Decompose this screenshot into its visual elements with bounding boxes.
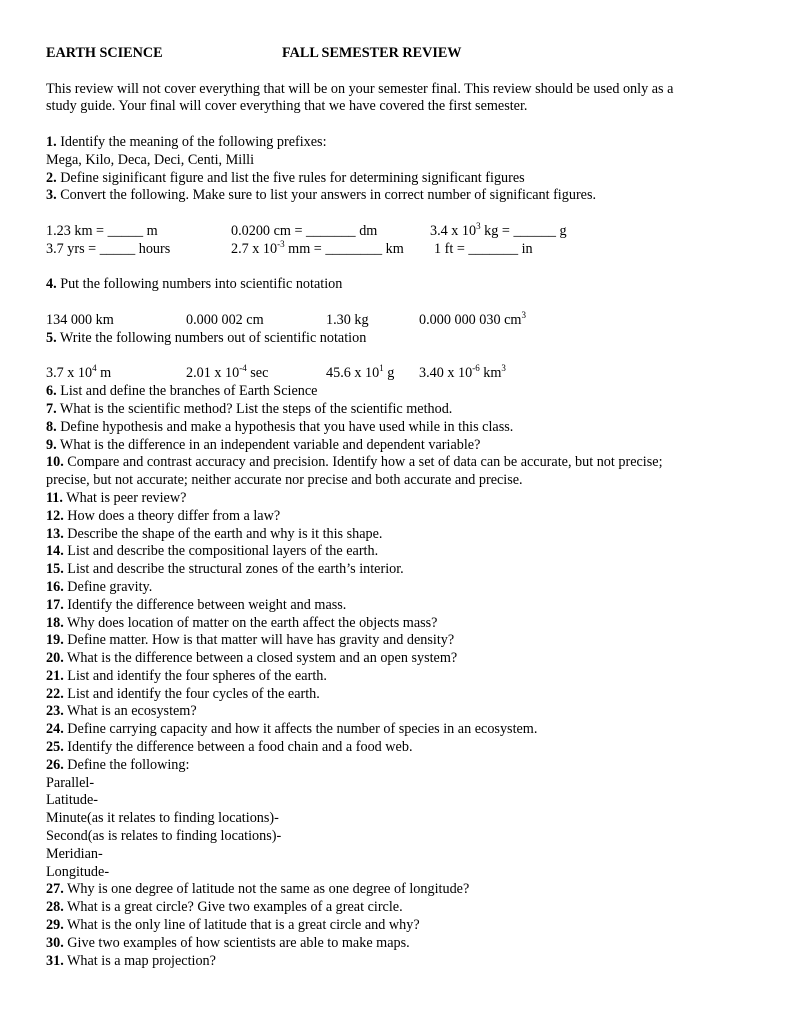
- question-number: 9.: [46, 436, 57, 453]
- question-item: [46, 739, 751, 757]
- question-text: Define matter. How is that matter will have has gravity and density?: [63, 632, 455, 649]
- question-number: 29.: [46, 917, 64, 934]
- question-number: 8.: [46, 418, 57, 435]
- number-item: [419, 309, 526, 330]
- question-item: [46, 792, 751, 810]
- question-item: [46, 472, 751, 490]
- question-number: 24.: [46, 721, 64, 738]
- prefix-list: Mega, Kilo, Deca, Deci, Centi, Milli: [46, 151, 255, 168]
- question-item: [46, 935, 751, 953]
- question-item: [46, 757, 751, 775]
- question-text: Put the following numbers into scientific notation: [56, 276, 343, 293]
- question-text: List and identify the four spheres of the earth.: [63, 667, 327, 684]
- exponent: 4: [92, 363, 97, 374]
- question-text: Convert the following. Make sure to list your answers in correct number of significant figures.: [56, 187, 597, 204]
- question-item: [46, 899, 751, 917]
- number-item: [186, 365, 268, 383]
- question-text: Write the following numbers out of scientific notation: [56, 329, 367, 346]
- question-number: 7.: [46, 400, 57, 417]
- conversion-item: [231, 238, 404, 259]
- number-item: [46, 365, 111, 383]
- conversion-item: 1 ft = _______ in: [434, 240, 533, 257]
- question-text: What is peer review?: [62, 489, 187, 506]
- expanded-notation-row: [46, 365, 751, 383]
- number-item: 1.30 kg: [326, 311, 369, 328]
- question-2: [46, 170, 751, 188]
- exponent: -4: [239, 363, 247, 374]
- question-number: 5.: [46, 329, 57, 346]
- question-text: What is the scientific method? List the steps of the scientific method.: [56, 400, 453, 417]
- question-item: [46, 490, 751, 508]
- question-text: Latitude-: [46, 792, 98, 809]
- question-text: What is a map projection?: [63, 952, 216, 969]
- question-item: [46, 686, 751, 704]
- question-text: List and describe the compositional layers of the earth.: [63, 543, 379, 560]
- question-text: How does a theory differ from a law?: [63, 507, 281, 524]
- question-item: [46, 597, 751, 615]
- question-text: Describe the shape of the earth and why is it this shape.: [63, 525, 383, 542]
- question-text: List and identify the four cycles of the earth.: [63, 685, 320, 702]
- conversion-value: 3.4 x 10: [430, 222, 477, 239]
- course-title: EARTH SCIENCE: [46, 45, 163, 61]
- unit: g: [383, 365, 395, 382]
- question-item: [46, 828, 751, 846]
- question-3: [46, 187, 751, 205]
- exponent: 3: [476, 220, 481, 231]
- question-text: Minute(as it relates to finding locations)-: [46, 810, 279, 827]
- conversion-item: 3.7 yrs = _____ hours: [46, 240, 171, 257]
- question-number: 30.: [46, 934, 64, 951]
- question-item: [46, 810, 751, 828]
- conversion-item: 0.0200 cm = _______ dm: [231, 222, 378, 239]
- question-item: [46, 579, 751, 597]
- question-item: [46, 437, 751, 455]
- question-item: [46, 703, 751, 721]
- number-item: 0.000 002 cm: [186, 311, 264, 328]
- question-item: [46, 615, 751, 633]
- question-1: [46, 134, 751, 152]
- conversion-item: [430, 220, 567, 241]
- unit: m: [96, 365, 112, 382]
- question-item: [46, 881, 751, 899]
- question-number: 11.: [46, 489, 63, 506]
- question-text: Define carrying capacity and how it affects the number of species in an ecosystem.: [63, 721, 538, 738]
- question-4: [46, 276, 751, 294]
- conversion-row-1: [46, 220, 751, 241]
- exponent: 1: [379, 363, 384, 374]
- question-item: [46, 454, 751, 472]
- question-text: Compare and contrast accuracy and precision. Identify how a set of data can be accurate, but not precise;: [63, 454, 663, 471]
- question-text: What is an ecosystem?: [63, 703, 197, 720]
- question-number: 31.: [46, 952, 64, 969]
- conversion-blank: kg = ______ g: [480, 222, 567, 239]
- question-text: What is the difference between a closed system and an open system?: [63, 650, 458, 667]
- scientific-notation-row: [46, 309, 751, 330]
- question-number: 17.: [46, 596, 64, 613]
- question-text: Identify the difference between weight and mass.: [63, 596, 347, 613]
- question-text: Define the following:: [63, 756, 190, 773]
- number-value: 3.40 x 10: [419, 365, 473, 382]
- question-text: Meridian-: [46, 845, 103, 862]
- unit: km: [479, 365, 502, 382]
- question-item: [46, 846, 751, 864]
- question-number: 21.: [46, 667, 64, 684]
- question-number: 10.: [46, 454, 64, 471]
- question-item: [46, 632, 751, 650]
- question-item: [46, 543, 751, 561]
- question-number: 27.: [46, 881, 64, 898]
- exponent: 3: [521, 309, 526, 320]
- exponent: 3: [501, 363, 506, 374]
- question-item: [46, 775, 751, 793]
- question-number: 16.: [46, 578, 64, 595]
- question-number: 25.: [46, 739, 64, 756]
- question-number: 6.: [46, 383, 57, 400]
- question-item: [46, 864, 751, 882]
- question-item: [46, 401, 751, 419]
- question-number: 28.: [46, 899, 64, 916]
- question-number: 3.: [46, 187, 57, 204]
- question-text: What is a great circle? Give two examples of a great circle.: [63, 899, 403, 916]
- question-text: What is the difference in an independent variable and dependent variable?: [56, 436, 481, 453]
- question-text: Longitude-: [46, 863, 110, 880]
- page-header: [46, 45, 751, 63]
- question-number: 1.: [46, 133, 57, 150]
- question-number: 13.: [46, 525, 64, 542]
- exponent: -3: [277, 238, 285, 249]
- number-value: 2.01 x 10: [186, 365, 240, 382]
- question-item: [46, 508, 751, 526]
- question-item: [46, 721, 751, 739]
- question-text: Why is one degree of latitude not the same as one degree of longitude?: [63, 881, 470, 898]
- number-value: 45.6 x 10: [326, 365, 380, 382]
- question-number: 18.: [46, 614, 64, 631]
- question-number: 26.: [46, 756, 64, 773]
- question-text: Define siginificant figure and list the five rules for determining significant figures: [56, 169, 525, 186]
- question-list: [46, 383, 751, 970]
- question-item: [46, 383, 751, 401]
- question-text: precise, but not accurate; neither accurate nor precise and both accurate and precise.: [46, 472, 523, 489]
- question-item: [46, 650, 751, 668]
- number-item: [326, 365, 394, 383]
- conversion-value: 2.7 x 10: [231, 240, 278, 257]
- question-text: Second(as is relates to finding locations)-: [46, 828, 282, 845]
- question-text: Define hypothesis and make a hypothesis that you have used while in this class.: [56, 418, 514, 435]
- question-text: Define gravity.: [63, 578, 153, 595]
- document-page: [46, 45, 751, 970]
- question-5: [46, 330, 751, 348]
- question-text: Identify the difference between a food chain and a food web.: [63, 739, 413, 756]
- conversion-item: 1.23 km = _____ m: [46, 222, 158, 239]
- number-value: 3.7 x 10: [46, 365, 93, 382]
- question-number: 15.: [46, 561, 64, 578]
- number-item: 134 000 km: [46, 311, 114, 328]
- question-text: Identify the meaning of the following prefixes:: [56, 133, 327, 150]
- question-number: 2.: [46, 169, 57, 186]
- question-text: Give two examples of how scientists are able to make maps.: [63, 934, 410, 951]
- intro-line-2: study guide. Your final will cover everything that we have covered the first semester.: [46, 98, 528, 115]
- question-text: What is the only line of latitude that is a great circle and why?: [63, 917, 420, 934]
- question-text: List and define the branches of Earth Science: [56, 383, 318, 400]
- question-item: [46, 668, 751, 686]
- question-number: 20.: [46, 650, 64, 667]
- question-number: 12.: [46, 507, 64, 524]
- question-number: 14.: [46, 543, 64, 560]
- number-value: 0.000 000 030 cm: [419, 311, 522, 328]
- intro-line-1: This review will not cover everything that will be on your semester final. This review should be used only as a: [46, 80, 674, 97]
- question-item: [46, 953, 751, 971]
- unit: sec: [246, 365, 269, 382]
- question-item: [46, 526, 751, 544]
- question-text: List and describe the structural zones of the earth’s interior.: [63, 561, 404, 578]
- question-item: [46, 561, 751, 579]
- question-number: 22.: [46, 685, 64, 702]
- exponent: -6: [472, 363, 480, 374]
- review-title: FALL SEMESTER REVIEW: [282, 45, 462, 61]
- question-item: [46, 419, 751, 437]
- conversion-blank: mm = ________ km: [284, 240, 404, 257]
- question-text: Parallel-: [46, 774, 95, 791]
- conversion-row-2: [46, 238, 751, 259]
- question-number: 4.: [46, 276, 57, 293]
- question-text: Why does location of matter on the earth affect the objects mass?: [63, 614, 438, 631]
- question-number: 23.: [46, 703, 64, 720]
- question-item: [46, 917, 751, 935]
- question-number: 19.: [46, 632, 64, 649]
- number-item: [419, 365, 506, 383]
